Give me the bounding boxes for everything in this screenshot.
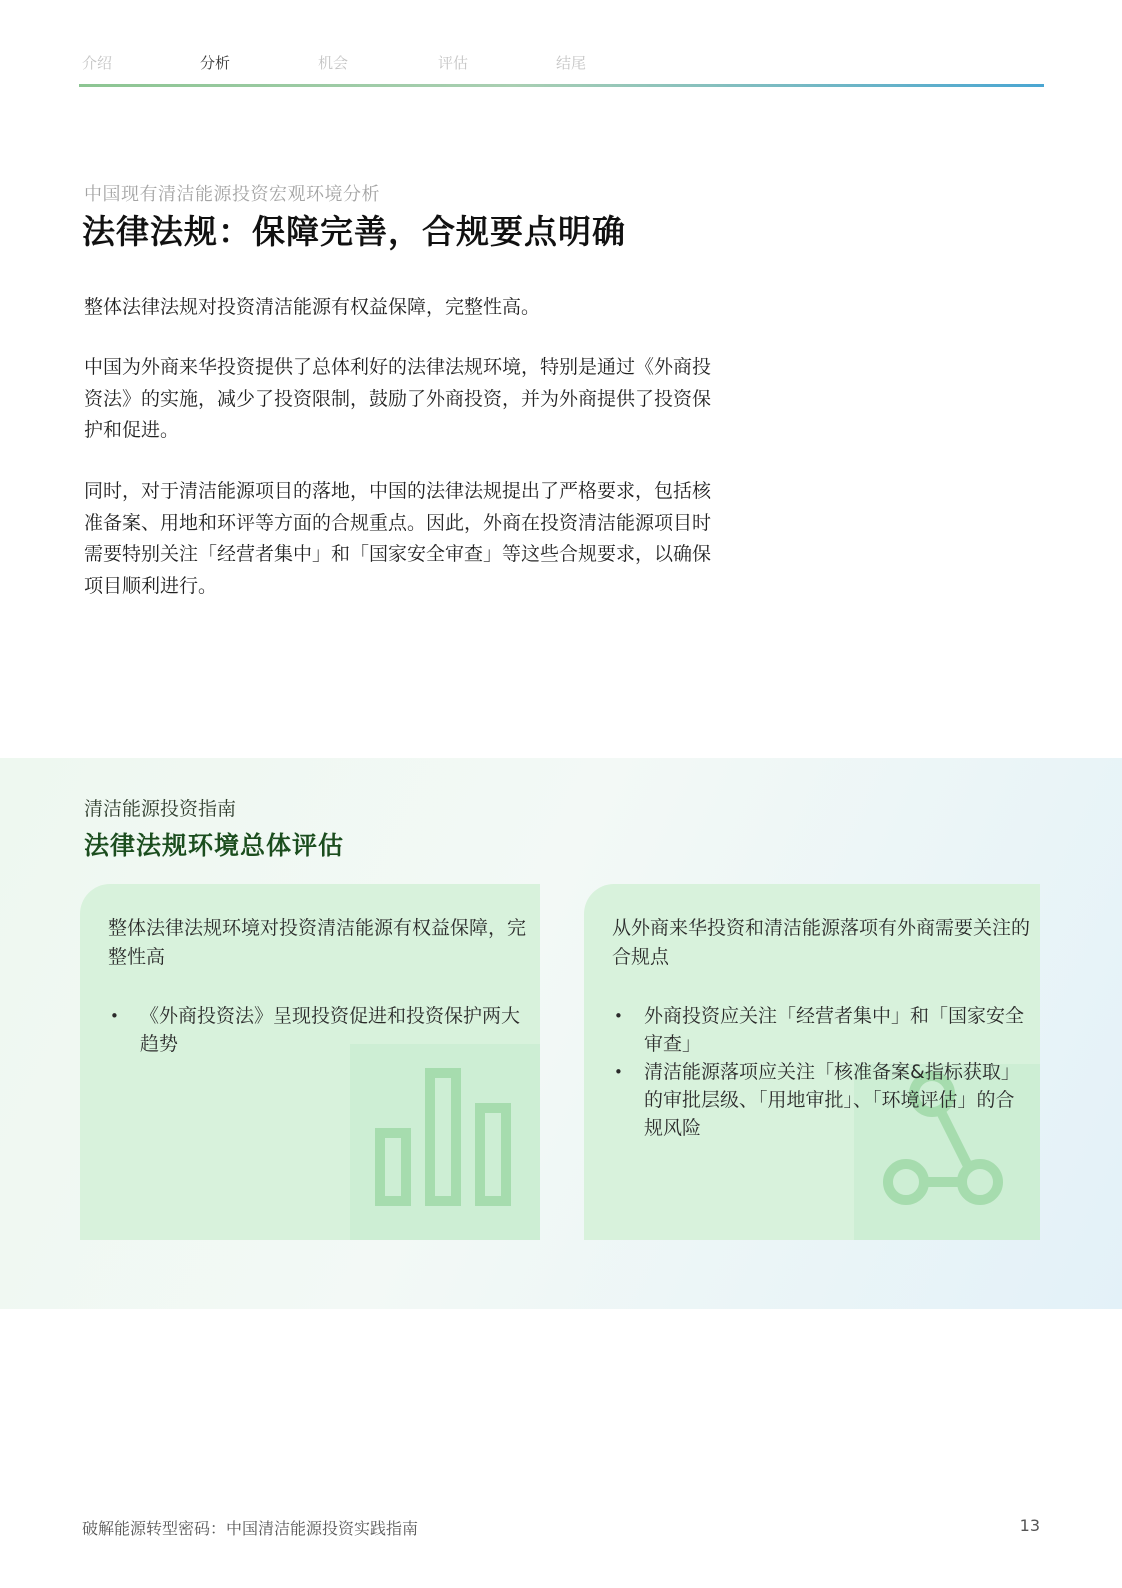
list-item	[614, 1058, 1024, 1142]
bullet-text: 清洁能源落项应关注「核准备案&指标获取」的审批层级、「用地审批」、「环境评估」的合规风险	[644, 1061, 1020, 1139]
bullet-icon: •	[614, 1063, 623, 1081]
section-kicker: 中国现有清洁能源投资宏观环境分析	[84, 184, 380, 205]
bullet-text: 《外商投资法》呈现投资促进和投资保护两大趋势	[140, 1005, 521, 1055]
nav-item-ending[interactable]: 结尾	[556, 54, 587, 72]
assessment-title: 法律法规环境总体评估	[84, 831, 345, 860]
card-left-lead: 整体法律法规环境对投资清洁能源有权益保障，完整性高	[108, 917, 527, 968]
nav-item-intro[interactable]: 介绍	[82, 54, 113, 72]
card-right-bullets	[614, 1002, 1024, 1142]
assessment-card-left	[80, 884, 540, 1240]
bullet-icon: •	[614, 1007, 623, 1025]
card-left-bullets	[110, 1002, 520, 1058]
footer-doc-title: 破解能源转型密码：中国清洁能源投资实践指南	[82, 1519, 419, 1538]
bullet-text: 外商投资应关注「经营者集中」和「国家安全审查」	[644, 1005, 1025, 1055]
body-paragraph-3: 同时，对于清洁能源项目的落地，中国的法律法规提出了严格要求，包括核准备案、用地和环评等方面的合规重点。因此，外商在投资清洁能源项目时需要特别关注「经营者集中」和「国家安全审查」等这些合规要求，以确保项目顺利进行。	[84, 480, 712, 597]
list-item	[110, 1002, 520, 1058]
nav-divider	[79, 84, 1044, 87]
list-item	[614, 1002, 1024, 1058]
bullet-icon: •	[110, 1007, 119, 1025]
page-number: 13	[1019, 1516, 1040, 1535]
section-nav	[82, 52, 1042, 74]
body-paragraph-2: 中国为外商来华投资提供了总体利好的法律法规环境，特别是通过《外商投资法》的实施，减少了投资限制，鼓励了外商投资，并为外商提供了投资保护和促进。	[84, 356, 712, 441]
page-title: 法律法规：保障完善，合规要点明确	[82, 212, 626, 251]
assessment-kicker: 清洁能源投资指南	[84, 798, 237, 820]
assessment-card-right	[584, 884, 1040, 1240]
nav-item-analysis[interactable]: 分析	[200, 54, 231, 72]
nav-item-evaluation[interactable]: 评估	[438, 54, 469, 72]
bar-chart-icon	[350, 1044, 540, 1240]
body-paragraph-1: 整体法律法规对投资清洁能源有权益保障，完整性高。	[84, 296, 541, 318]
nav-item-opportunity[interactable]: 机会	[318, 54, 349, 72]
card-right-lead: 从外商来华投资和清洁能源落项有外商需要关注的合规点	[612, 917, 1031, 968]
